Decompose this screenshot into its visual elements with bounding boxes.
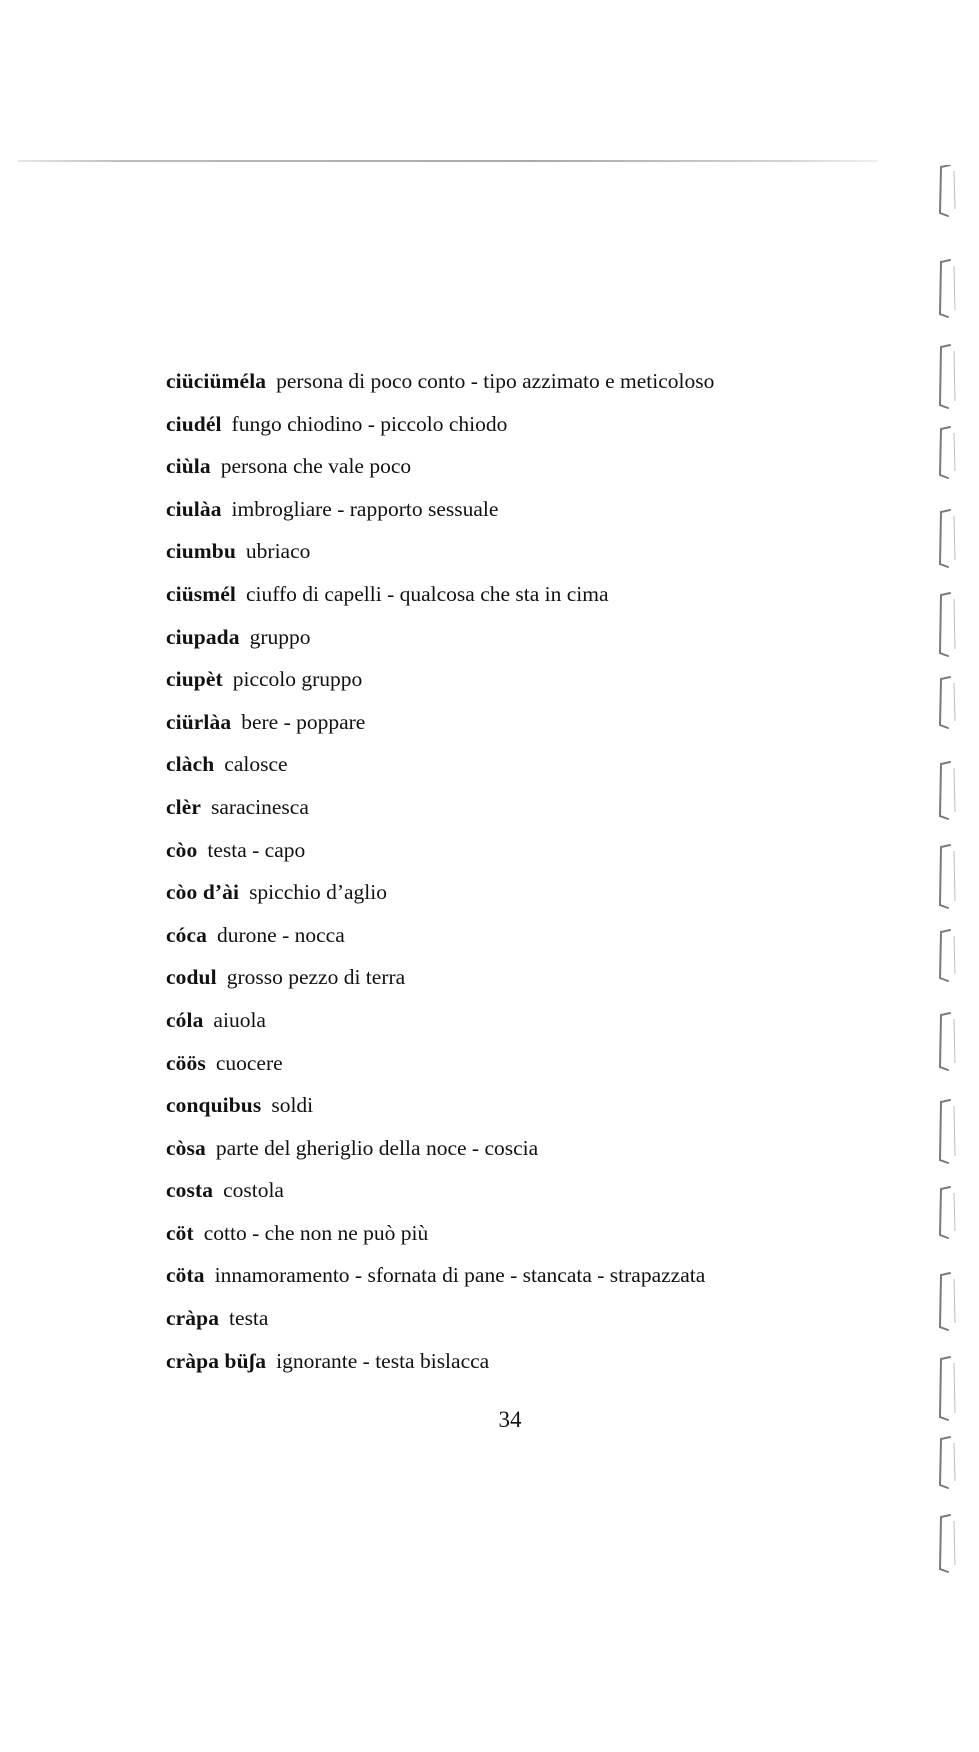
entry-term: ciürlàa: [166, 709, 232, 734]
glossary-entry: [166, 1084, 846, 1127]
binding-bracket-mark: [940, 1187, 950, 1238]
binding-shadow-mark: [954, 433, 955, 471]
binding-shadow-mark: [954, 1019, 955, 1063]
entry-definition: aiuola: [213, 1007, 266, 1032]
binding-bracket-mark: [940, 345, 950, 408]
entry-term: costa: [166, 1178, 214, 1203]
glossary-entry: [166, 530, 846, 573]
binding-bracket-mark: [940, 260, 950, 317]
binding-bracket-mark: [940, 1357, 950, 1420]
entry-term: ciudél: [166, 411, 222, 436]
entry-definition: costola: [223, 1178, 284, 1203]
entry-term: cràpa büʃa: [166, 1348, 267, 1373]
entry-definition: spicchio d’aglio: [249, 880, 387, 905]
glossary-entry: [166, 1212, 846, 1255]
spiral-binding-svg: [936, 165, 966, 1585]
entry-term: clàch: [166, 752, 215, 777]
entry-term: ciupada: [166, 624, 240, 649]
binding-bracket-mark: [940, 1100, 950, 1163]
entry-term: conquibus: [166, 1093, 262, 1118]
binding-bracket-mark: [940, 1437, 950, 1488]
glossary-entry: [166, 786, 846, 829]
binding-bracket-mark: [940, 165, 950, 216]
entry-definition: testa - capo: [207, 837, 306, 862]
entry-definition: soldi: [271, 1093, 314, 1118]
entry-definition: calosce: [224, 752, 288, 777]
entry-definition: imbrogliare - rapporto sessuale: [231, 496, 499, 521]
glossary-entry: [166, 445, 846, 488]
glossary-entry: [166, 956, 846, 999]
glossary-list: [166, 360, 846, 1382]
binding-bracket-mark: [940, 845, 950, 908]
glossary-entry: [166, 999, 846, 1042]
glossary-entry: [166, 1254, 846, 1297]
glossary-entry: [166, 1169, 846, 1212]
entry-term: còsa: [166, 1135, 206, 1160]
entry-term: ciüsmél: [166, 581, 236, 606]
glossary-entry: [166, 1127, 846, 1170]
entry-definition: ignorante - testa bislacca: [276, 1348, 490, 1373]
entry-term: clèr: [166, 794, 202, 819]
spiral-binding: [936, 165, 966, 1585]
entry-definition: fungo chiodino - piccolo chiodo: [231, 411, 508, 436]
entry-definition: testa: [229, 1306, 269, 1331]
binding-bracket-mark: [940, 510, 950, 567]
entry-term: ciupèt: [166, 667, 223, 692]
glossary-entry: [166, 360, 846, 403]
entry-definition: persona che vale poco: [220, 454, 412, 479]
glossary-entry: [166, 1042, 846, 1085]
glossary-entry: [166, 914, 846, 957]
glossary-entry: [166, 743, 846, 786]
entry-term: ciùla: [166, 454, 211, 479]
binding-shadow-mark: [954, 599, 955, 649]
glossary-entry: [166, 573, 846, 616]
entry-term: cöt: [166, 1220, 194, 1245]
binding-bracket-mark: [940, 593, 950, 656]
entry-definition: saracinesca: [211, 794, 309, 819]
binding-shadow-mark: [954, 1106, 955, 1156]
binding-shadow-mark: [954, 768, 955, 812]
entry-definition: ciuffo di capelli - qualcosa che sta in cima: [245, 581, 609, 606]
entry-term: cöös: [166, 1050, 206, 1075]
glossary-entry: [166, 403, 846, 446]
entry-definition: durone - nocca: [217, 922, 345, 947]
binding-shadow-mark: [954, 1443, 955, 1481]
binding-bracket-mark: [940, 427, 950, 478]
scan-edge-rule: [18, 160, 878, 162]
entry-definition: persona di poco conto - tipo azzimato e meticoloso: [276, 369, 715, 393]
binding-shadow-mark: [954, 266, 955, 310]
entry-term: cöta: [166, 1263, 205, 1288]
glossary-entry: [166, 871, 846, 914]
entry-term: ciüciüméla: [166, 369, 267, 393]
entry-term: ciulàa: [166, 496, 222, 521]
entry-definition: bere - poppare: [241, 709, 366, 734]
glossary-entry: [166, 616, 846, 659]
binding-shadow-mark: [954, 171, 955, 209]
entry-definition: ubriaco: [245, 539, 311, 564]
entry-term: còo: [166, 837, 198, 862]
binding-bracket-mark: [940, 1515, 950, 1572]
entry-term: cóca: [166, 922, 207, 947]
binding-bracket-mark: [940, 677, 950, 728]
entry-term: ciumbu: [166, 539, 236, 564]
binding-bracket-mark: [940, 762, 950, 819]
glossary-entry: [166, 658, 846, 701]
glossary-entry: [166, 1297, 846, 1340]
entry-definition: grosso pezzo di terra: [226, 965, 406, 990]
entry-definition: innamoramento - sfornata di pane - stancata - strapazzata: [214, 1263, 706, 1288]
entry-definition: piccolo gruppo: [232, 667, 363, 692]
binding-shadow-mark: [954, 1193, 955, 1231]
entry-definition: cotto - che non ne può più: [203, 1220, 429, 1245]
binding-shadow-mark: [954, 1279, 955, 1323]
entry-term: còo d’ài: [166, 880, 240, 905]
binding-shadow-mark: [954, 936, 955, 974]
binding-shadow-mark: [954, 683, 955, 721]
entry-term: cràpa: [166, 1306, 220, 1331]
glossary-entry: [166, 701, 846, 744]
binding-shadow-mark: [954, 516, 955, 560]
entry-definition: cuocere: [215, 1050, 283, 1075]
entry-definition: gruppo: [249, 624, 311, 649]
entry-term: codul: [166, 965, 217, 990]
entry-definition: parte del gheriglio della noce - coscia: [215, 1135, 539, 1160]
page-number: 34: [498, 1407, 522, 1432]
binding-bracket-mark: [940, 930, 950, 981]
glossary-entry: [166, 488, 846, 531]
binding-bracket-mark: [940, 1273, 950, 1330]
binding-bracket-mark: [940, 1013, 950, 1070]
binding-shadow-mark: [954, 851, 955, 901]
entry-term: cóla: [166, 1007, 204, 1032]
glossary-entry: [166, 829, 846, 872]
binding-shadow-mark: [954, 1363, 955, 1413]
glossary-entry: [166, 1340, 846, 1383]
binding-shadow-mark: [954, 1521, 955, 1565]
binding-shadow-mark: [954, 351, 955, 401]
